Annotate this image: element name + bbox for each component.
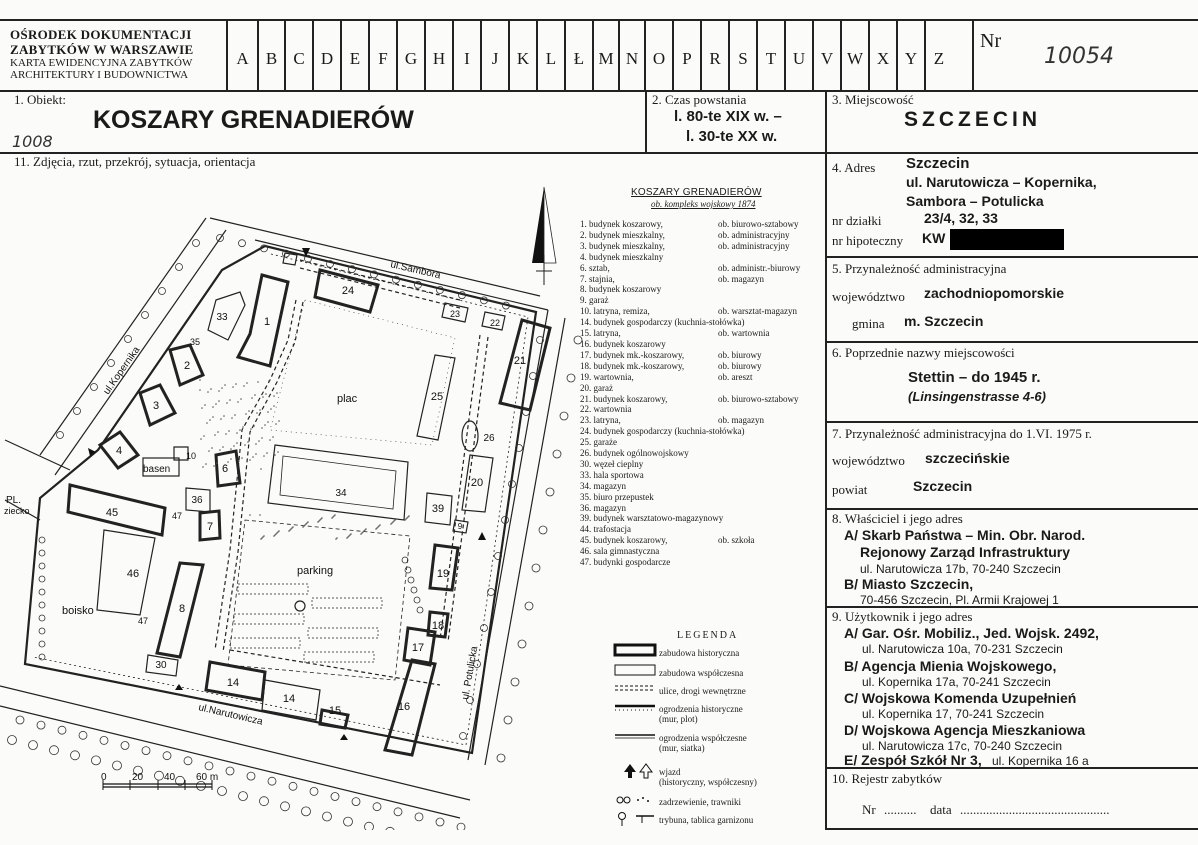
legend-symbols [612,640,658,830]
legend-historic-building-symbol [615,645,655,655]
map-key-item-name: 24. budynek gospodarczy (kuchnia-stołówka) [580,426,745,437]
letter-box-20: U [784,20,812,90]
map-key-item-name: 7. stajnia, [580,273,615,284]
label-25: 25 [430,391,444,403]
label-7: 7 [206,521,214,533]
map-key-item-use: ob. biurowo-sztabowy [718,219,799,229]
user-c-line2: ul. Kopernika 17, 70-241 Szczecin [862,707,1045,721]
object-label: 1. Obiekt: [14,92,66,107]
register-date-dots: .............................................. [960,802,1110,817]
admin-voiv-label: województwo [832,289,905,304]
map-key-item-name: 1. budynek koszarowy, [580,219,663,229]
institution-line1: OŚRODEK DOKUMENTACJI [10,27,192,42]
map-key-item [580,492,800,503]
map-key-item [580,361,800,372]
map-key-item-name: 8. budynek koszarowy [580,284,662,295]
letter-box-24: Y [896,20,924,90]
label-18: 18 [431,620,445,632]
map-key-item [580,470,800,481]
map-key-item-use: ob. biurowy [718,349,762,360]
label-20: 20 [470,477,484,489]
label-26: 26 [483,433,495,444]
letter-box-6: G [396,20,424,90]
label-47b: 47 [171,511,183,521]
letter-box-15: O [644,20,672,90]
letter-box-21: V [812,20,840,90]
owner-label: 8. Właściciel i jego adres [832,511,963,526]
user-a-title: A/ Gar. Ośr. Mobiliz., Jed. Wojsk. 2492, [844,625,1099,641]
letter-box-1: B [257,20,284,90]
legend-text-2: zabudowa współczesna [659,668,744,678]
legend-text-6: ogrodzenia współczesne [659,733,747,743]
map-key-item-name: 39. budynek warsztatowo-magazynowy [580,513,724,524]
label-24: 24 [341,285,355,297]
register-nr-dots: .......... [884,802,917,817]
label-16: 16 [397,701,411,713]
map-key-item [580,513,800,524]
map-key-item-use: ob. magazyn [718,415,764,426]
letter-box-25: Z [924,20,952,90]
legend-text-11: trybuna, tablica garnizonu [659,815,754,825]
letter-box-18: S [728,20,756,90]
building-44 [283,253,297,265]
map-key-item-name: 21. budynek koszarowy, [580,393,668,404]
institution-line2: ZABYTKÓW W WARSZAWIE [10,42,194,57]
legend-text-3: ulice, drogi wewnętrzne [659,686,746,696]
letter-index-grid [226,20,952,90]
user-d-title: D/ Wojskowa Agencja Mieszkaniowa [844,722,1086,738]
map-key-item [580,263,800,274]
map-key-item-name: 30. węzeł cieplny [580,458,644,469]
label-39: 39 [431,503,445,515]
number-box [972,20,1198,90]
register-nr: Nr [862,802,876,817]
institution-line4: ARCHITEKTURY I BUDOWNICTWA [10,69,189,81]
map-key-item [580,274,800,285]
locality-value: SZCZECIN [904,108,1041,131]
map-key-item-name: 26. budynek ogólnowojskowy [580,448,689,459]
north-arrow-icon [532,187,544,263]
legend-text-8: wjazd [659,767,681,777]
area-parking: parking [297,565,334,577]
scale-60: 60 m [196,772,219,783]
map-subtitle: ob. kompleks wojskowy 1874 [651,199,756,209]
photos-label: 11. Zdjęcia, rzut, przekrój, sytuacja, orientacja [14,154,256,169]
map-key-item-use: ob. administracyjny [718,229,790,240]
label-2: 2 [183,360,191,372]
map-key-item [580,503,800,514]
map-key-item [580,404,800,415]
owner-a-line3: ul. Narutowicza 17b, 70-240 Szczecin [860,562,1061,576]
map-key-item-name: 18. budynek mk.-koszarowy, [580,360,685,371]
map-key-item-name: 15. latryna, [580,328,621,339]
address-label: 4. Adres [832,160,876,175]
letter-box-3: D [312,20,340,90]
number-value: 10054 [1044,44,1114,69]
label-17: 17 [411,642,425,654]
admin-commune-value: m. Szczecin [904,313,984,329]
legend-text-7: (mur, siatka) [659,743,705,753]
plots-value: 23/4, 32, 33 [924,210,998,226]
label-34: 34 [335,488,347,499]
letter-box-2: C [284,20,312,90]
letter-box-10: K [508,20,536,90]
label-46: 46 [126,568,140,580]
map-key-item-name: 3. budynek mieszkalny, [580,240,665,251]
label-9: 9 [457,522,463,531]
map-key-item [580,230,800,241]
legend-text-9: (historyczny, współczesny) [659,777,757,787]
map-key-item [580,295,800,306]
map-key-item [580,481,800,492]
map-key-item-name: 6. sztab, [580,262,610,273]
area-basen: basen [143,464,171,475]
register-label: 10. Rejestr zabytków [832,771,943,786]
user-a-line2: ul. Narutowicza 10a, 70-231 Szczecin [862,642,1063,656]
user-d-line2: ul. Narutowicza 17c, 70-240 Szczecin [862,739,1063,753]
letter-box-7: H [424,20,452,90]
legend-tribune-icon [619,813,626,820]
admin1975-voiv-label: województwo [832,453,905,468]
address-line3: Sambora – Potulicka [906,193,1044,209]
legend-text-4: ogrodzenia historyczne [659,704,743,714]
map-key-item [580,241,800,252]
letter-box-13: M [592,20,618,90]
map-key-item [580,350,800,361]
redacted-block [950,229,1064,250]
map-key-item [580,284,800,295]
street-pl: PL. [6,495,22,506]
admin-commune-label: gmina [852,316,885,331]
map-key-item [580,557,800,568]
label-45: 45 [105,507,119,519]
mortgage-value: KW [922,230,946,246]
map-key-list [580,219,800,568]
letter-box-17: R [700,20,728,90]
letter-box-11: L [536,20,564,90]
map-key-item [580,219,800,230]
map-key-item-name: 23. latryna, [580,415,621,426]
map-key-item-name: 45. budynek koszarowy, [580,535,668,546]
letter-box-9: J [480,20,508,90]
user-e-title: E/ Zespół Szkół Nr 3, [844,752,982,768]
map-key-item-name: 2. budynek mieszkalny, [580,229,665,240]
legend-entry-historic-icon [624,764,636,778]
map-key-item-name: 33. hala sportowa [580,469,644,480]
label-14a: 14 [226,677,240,689]
label-15: 15 [328,705,342,717]
label-33: 33 [216,312,228,323]
map-key-item-name: 17. budynek mk.-koszarowy, [580,349,685,360]
map-key-item [580,415,800,426]
street-narutowicza: ul.Narutowicza [197,702,264,728]
legend-entry-modern-icon [640,764,652,778]
label-10: 10 [185,451,197,461]
user-b-title: B/ Agencja Mienia Wojskowego, [844,658,1057,674]
label-19: 19 [436,568,450,580]
map-key-item-use: ob. administracyjny [718,240,790,251]
label-6: 6 [221,463,229,475]
map-key-item-name: 19. wartownia, [580,371,634,382]
letter-box-19: T [756,20,784,90]
map-key-item-use: ob. szkoła [718,535,755,546]
map-key-item-name: 14. budynek gospodarczy (kuchnia-stołówka) [580,317,745,328]
previous-line1: Stettin – do 1945 r. [908,369,1041,386]
legend-tree-icon [617,797,623,803]
building-34 [268,445,408,520]
letter-box-5: F [368,20,396,90]
label-23: 23 [449,309,461,319]
scale-40: 40 [164,772,176,783]
street-potulicka: ul. Potulicka [460,645,481,701]
map-key-item-use: ob. warsztat-magazyn [718,306,797,317]
admin1975-county-value: Szczecin [913,478,973,494]
admin1975-county-label: powiat [832,482,868,497]
map-key-item-use: ob. magazyn [718,273,764,284]
map-key-item [580,339,800,350]
created-line2: l. 30-te XX w. [686,128,778,145]
map-key-item [580,448,800,459]
map-key-item [580,394,800,405]
letter-box-4: E [340,20,368,90]
map-key-item [580,372,800,383]
created-label: 2. Czas powstania [652,92,747,107]
map-key-item-name: 25. garaże [580,437,617,448]
map-key-item [580,306,800,317]
user-c-title: C/ Wojskowa Komenda Uzupełnień [844,690,1077,706]
map-key-item-name: 9. garaż [580,295,609,306]
owner-b-title: B/ Miasto Szczecin, [844,576,974,592]
street-sambora: ul.Sambora [389,259,442,282]
admin-voiv-value: zachodniopomorskie [924,285,1065,301]
letter-box-8: I [452,20,480,90]
scale-20: 20 [132,772,144,783]
letter-box-0: A [226,20,257,90]
map-key-item-use: ob. biurowy [718,360,762,371]
label-36: 36 [191,495,203,506]
map-key-item [580,437,800,448]
owner-b-line2: 70-456 Szczecin, Pl. Armii Krajowej 1 [860,593,1059,607]
object-note: 1008 [12,132,53,151]
map-key-item-use: ob. administr.-biurowy [718,262,801,273]
label-1: 1 [263,316,271,328]
user-b-line2: ul. Kopernika 17a, 70-241 Szczecin [862,675,1051,689]
user-label: 9. Użytkownik i jego adres [832,609,973,624]
created-line1: l. 80-te XIX w. – [674,108,782,125]
legend-text-5: (mur, plot) [659,714,698,724]
label-22: 22 [489,318,501,328]
map-key-item-name: 4. budynek mieszkalny [580,251,664,262]
mortgage-label: nr hipoteczny [832,233,904,248]
user-e-line2: ul. Kopernika 16 a [992,754,1089,768]
letter-box-12: Ł [564,20,592,90]
letter-box-22: W [840,20,868,90]
map-key-item-use: ob. wartownia [718,328,770,339]
map-key-item [580,317,800,328]
locality-label: 3. Miejscowość [832,92,914,107]
register-date: data [930,802,952,817]
legend-text-1: zabudowa historyczna [659,648,740,658]
legend-title: LEGENDA [677,630,739,641]
map-key-item [580,328,800,339]
map-title: KOSZARY GRENADIERÓW [631,187,762,198]
label-3: 3 [152,400,160,412]
map-key-item [580,383,800,394]
legend-modern-building-symbol [615,665,655,675]
label-30: 30 [155,660,167,671]
institution-header [10,27,225,81]
admin1975-voiv-value: szczecińskie [925,450,1010,466]
label-8: 8 [178,603,186,615]
map-key-item-use: ob. biurowo-sztabowy [718,393,799,404]
letter-box-14: N [618,20,644,90]
street-pl2: ziecko [4,506,30,516]
map-key-item-name: 35. biuro przepustek [580,491,654,502]
scale-0: 0 [101,772,107,783]
label-4: 4 [115,445,123,457]
admin1975-label: 7. Przynależność administracyjna do 1.VI. 1975 r. [832,426,1092,441]
street-kopernika: ul.Kopernika [101,344,143,397]
number-label: Nr [980,30,1002,52]
map-key-item-name: 22. wartownia [580,404,632,415]
map-key-item-name: 34. magazyn [580,480,626,491]
map-key-item-name: 36. magazyn [580,502,626,513]
label-14b: 14 [282,693,296,705]
map-key-item [580,546,800,557]
previous-line2: (Linsingenstrasse 4-6) [908,389,1046,404]
map-key-item-name: 44. trafostacja [580,524,631,535]
label-47a: 47 [137,616,149,626]
map-key-item [580,459,800,470]
map-key-item [580,426,800,437]
admin-label: 5. Przynależność administracyjna [832,261,1007,276]
plots-label: nr działki [832,213,882,228]
map-key-item [580,535,800,546]
label-21: 21 [513,355,527,367]
previous-label: 6. Poprzednie nazwy miejscowości [832,345,1015,360]
legend-text-10: zadrzewienie, trawniki [659,797,741,807]
institution-line3: KARTA EWIDENCYJNA ZABYTKÓW [10,57,193,69]
map-key-item-name: 46. sala gimnastyczna [580,546,660,557]
object-name: KOSZARY GRENADIERÓW [93,106,414,134]
area-plac: plac [337,393,358,405]
map-key-item-name: 16. budynek koszarowy [580,338,666,349]
map-key-item-name: 47. budynki gospodarcze [580,557,671,568]
owner-a-title: A/ Skarb Państwa – Min. Obr. Narod. [844,527,1086,543]
map-key-item [580,252,800,263]
label-35: 35 [189,337,201,347]
map-key-item-use: ob. areszt [718,371,753,382]
map-key-item-name: 20. garaż [580,382,613,393]
site-plan [0,170,600,830]
letter-box-23: X [868,20,896,90]
area-boisko: boisko [62,605,94,617]
address-line1: Szczecin [906,155,970,172]
map-key-item-name: 10. latryna, remiza, [580,306,650,317]
owner-a-line2: Rejonowy Zarząd Infrastruktury [860,544,1071,560]
map-key-item [580,524,800,535]
letter-box-16: P [672,20,700,90]
address-line2: ul. Narutowicza – Kopernika, [906,174,1097,190]
